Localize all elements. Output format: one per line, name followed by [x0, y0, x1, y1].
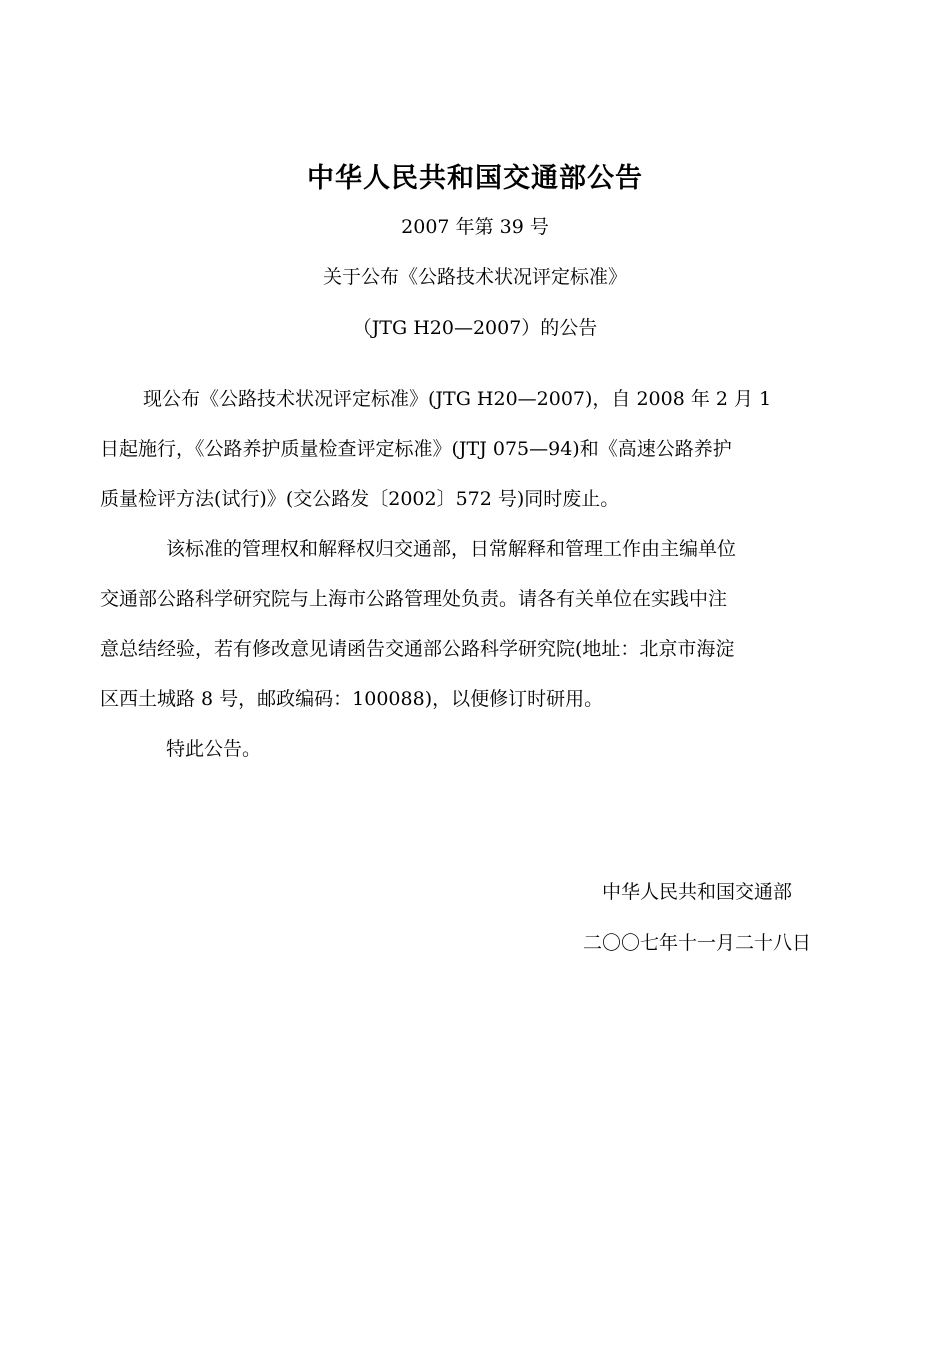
- paragraph-3-line-1: 特此公告。: [166, 738, 262, 760]
- paragraph-2-line-1: 该标准的管理权和解释权归交通部，日常解释和管理工作由主编单位: [166, 538, 737, 560]
- page-title: 中华人民共和国交通部公告: [307, 163, 643, 194]
- paragraph-2-line-2: 交通部公路科学研究院与上海市公路管理处负责。请各有关单位在实践中注: [100, 588, 728, 610]
- announcement-subtitle: 关于公布《公路技术状况评定标准》: [322, 266, 627, 288]
- paragraph-2-line-3: 意总结经验，若有修改意见请函告交通部公路科学研究院(地址：北京市海淀: [100, 638, 735, 660]
- announcement-code-line: （JTG H20—2007）的公告: [352, 317, 598, 339]
- paragraph-1-line-1: 现公布《公路技术状况评定标准》(JTG H20—2007)，自 2008 年 2 月 1: [143, 388, 772, 410]
- paragraph-1-line-2: 日起施行，《公路养护质量检查评定标准》(JTJ 075—94)和《高速公路养护: [100, 438, 732, 460]
- signature-organization: 中华人民共和国交通部: [602, 881, 793, 903]
- signature-date: 二〇〇七年十一月二十八日: [583, 932, 812, 954]
- paragraph-1-line-3: 质量检评方法(试行)》(交公路发〔2002〕572 号)同时废止。: [100, 488, 620, 510]
- announcement-number: 2007 年第 39 号: [401, 216, 549, 238]
- paragraph-2-line-4: 区西土城路 8 号，邮政编码：100088)，以便修订时研用。: [100, 688, 604, 710]
